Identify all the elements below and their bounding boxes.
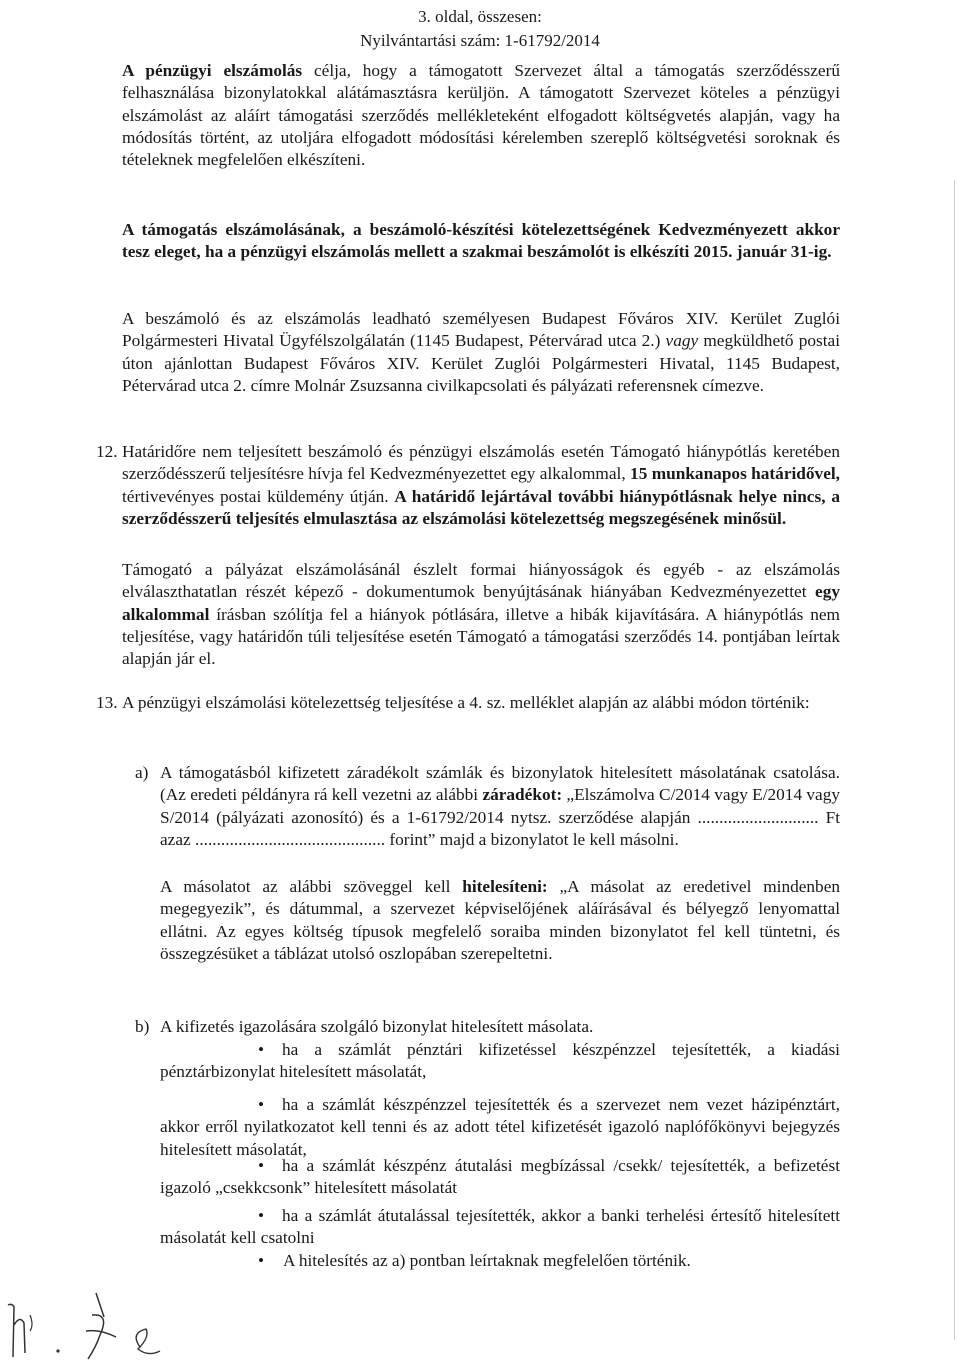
- bullet-icon: •: [258, 1206, 265, 1225]
- s12-text-1: Határidőre nem teljesített beszámoló és pénzügyi elszámolás esetén Támogató hiánypótlás keretében szerződésszerű teljesítésre hívja fel Kedvezményezettet egy alkalommal,: [122, 442, 840, 484]
- a-bold-1: záradékot:: [482, 785, 563, 805]
- item-a-paragraph-2: [160, 876, 840, 965]
- s12-text-2: tértivevényes postai küldemény útján.: [122, 486, 395, 506]
- intro-p3-text-a: A beszámoló és az elszámolás leadható személyesen Budapest Főváros XIV. Kerület Zuglói Polgármesteri Hivatal Ügyfélszolgálatán (1145 Budapest, Pétervárad utca 2.): [122, 309, 840, 351]
- bullet-item-3: ha a számlát készpénz átutalási megbízással /csekk/ tejesítették, a befizetést igazoló „csekkcsonk” hitelesített másolatát: [160, 1156, 840, 1198]
- a-bold-2: hitelesíteni:: [462, 877, 548, 896]
- intro-p3-text-b: megküldhető postai úton ajánlottan Budapest Főváros XIV. Kerület Zuglói Polgármesteri Hivatal, 1145 Budapest, Pétervárad utca 2. címre Molnár Zsuzsanna civilkapcsolati és pályázati referensnek címezve.: [122, 331, 840, 395]
- s12-bold-3: egy alkalommal: [122, 582, 840, 624]
- handwritten-initials: [0, 1285, 200, 1365]
- item-b-marker: b): [135, 1017, 150, 1036]
- section-12-number: 12.: [96, 442, 118, 461]
- s12-text-4: írásban szólítja fel a hiányok pótlására, illetve a hibák kijavítására. A hiánypótlás nem teljesítése, vagy határidőn túli teljesítése esetén Támogató a támogatási szerződés 14. pontjában leírtak alapján jár el.: [122, 604, 840, 669]
- section-13-intro: A pénzügyi elszámolási kötelezettség teljesítése a 4. sz. melléklet alapján az alábbi módon történik:: [122, 693, 810, 712]
- bullet-icon: •: [258, 1095, 265, 1114]
- a-text-3: A másolatot az alábbi szöveggel kell: [160, 877, 463, 896]
- section-12-paragraph-2: [122, 559, 840, 670]
- bullet-item-4: ha a számlát átutalással tejesítették, akkor a banki terhelési értesítő hitelesített másolatát kell csatolni: [160, 1206, 840, 1248]
- intro-p3-italic: vagy: [665, 331, 699, 351]
- item-a-marker: a): [135, 763, 149, 782]
- a-text-4: „A másolat az eredetivel mindenben megegyezik”, és dátummal, a szervezet képviselőjének aláírásával és bélyegző lenyomattal ellátni. Az egyes költség típusok megfelelő soraiba minden bizonylatot fel kell tüntetni, és összegzésüket a táblázat utolsó oszlopában szerepeltetni.: [160, 877, 841, 963]
- s12-bold-2: A határidő lejártával további hiánypótlásnak helye nincs, a szerződésszerű teljesítés elmulasztása az elszámolási kötelezettség megszegésének minősül.: [122, 486, 840, 528]
- item-b-intro: A kifizetés igazolására szolgáló bizonylat hitelesített másolata.: [160, 1017, 594, 1036]
- intro-paragraph-2: A támogatás elszámolásának, a beszámoló-készítési kötelezettségének Kedvezményezett akkor tesz eleget, ha a pénzügyi elszámolás mellett a szakmai beszámolót is elkészíti 2015. január 31-ig.: [122, 220, 840, 262]
- s12-bold-1: 15 munkanapos határidővel,: [630, 464, 840, 484]
- bullet-item-1: ha a számlát pénztári kifizetéssel készpénzzel tejesítették, a kiadási pénztárbizonylat hitelesített másolatát,: [160, 1040, 840, 1082]
- a-text-1: A támogatásból kifizetett záradékolt számlák és bizonylatok hitelesített másolatának csatolása. (Az eredeti példányra rá kell vezetni az alábbi: [160, 763, 840, 805]
- registration-number: Nyilvántartási szám: 1-61792/2014: [360, 31, 600, 50]
- a-text-2: „Elszámolva C/2014 vagy E/2014 vagy S/2014 (pályázati azonosító) és a 1-61792/2014 nytsz. szerződése alapján ............................ Ft azaz ............................................ forint” majd a bizonylatot le kell másolni.: [160, 785, 841, 849]
- bullet-icon: •: [258, 1040, 265, 1059]
- section-12-paragraph-1: [122, 441, 840, 530]
- bullet-item-2: ha a számlát készpénzzel tejesítették és a szervezet nem vezet házipénztárt, akkor erről nyilatkozatot kell tenni és az adott tétel kifizetését igazoló naplófőkönyvi bejegyzés hitelesített másolatát,: [160, 1095, 840, 1159]
- bullet-item-5: A hitelesítés az a) pontban leírtaknak megfelelően történik.: [283, 1251, 691, 1270]
- bullet-icon: •: [258, 1251, 265, 1270]
- item-a-paragraph-1: [160, 762, 840, 851]
- page-counter: 3. oldal, összesen:: [418, 7, 542, 26]
- s12-text-3: Támogató a pályázat elszámolásánál észlelt formai hiányosságok és egyéb - az elszámolás elválaszthatatlan részét képező - dokumentumok benyújtásának hiányában Kedvezményezettet: [122, 560, 840, 602]
- intro-text: célja, hogy a támogatott Szervezet által a támogatás szerződésszerű felhasználása bizonylatokkal alátámasztásra kerüljön. A támogatott Szervezet köteles a pénzügyi elszámolást az aláírt támogatási szerződés mellékleteként elfogadott költségvetés alapján, vagy ha módosítás történt, az utoljára elfogadott módosítási kérelemben szereplő költségvetési soroknak és tételeknek megfelelően elkészíteni.: [122, 61, 840, 170]
- intro-paragraph-1: [122, 60, 840, 171]
- bullet-icon: •: [258, 1156, 265, 1175]
- intro-paragraph-3: [122, 308, 840, 397]
- intro-bold-lead: A pénzügyi elszámolás: [122, 61, 303, 80]
- section-13-number: 13.: [96, 693, 118, 712]
- margin-line: [954, 180, 955, 1340]
